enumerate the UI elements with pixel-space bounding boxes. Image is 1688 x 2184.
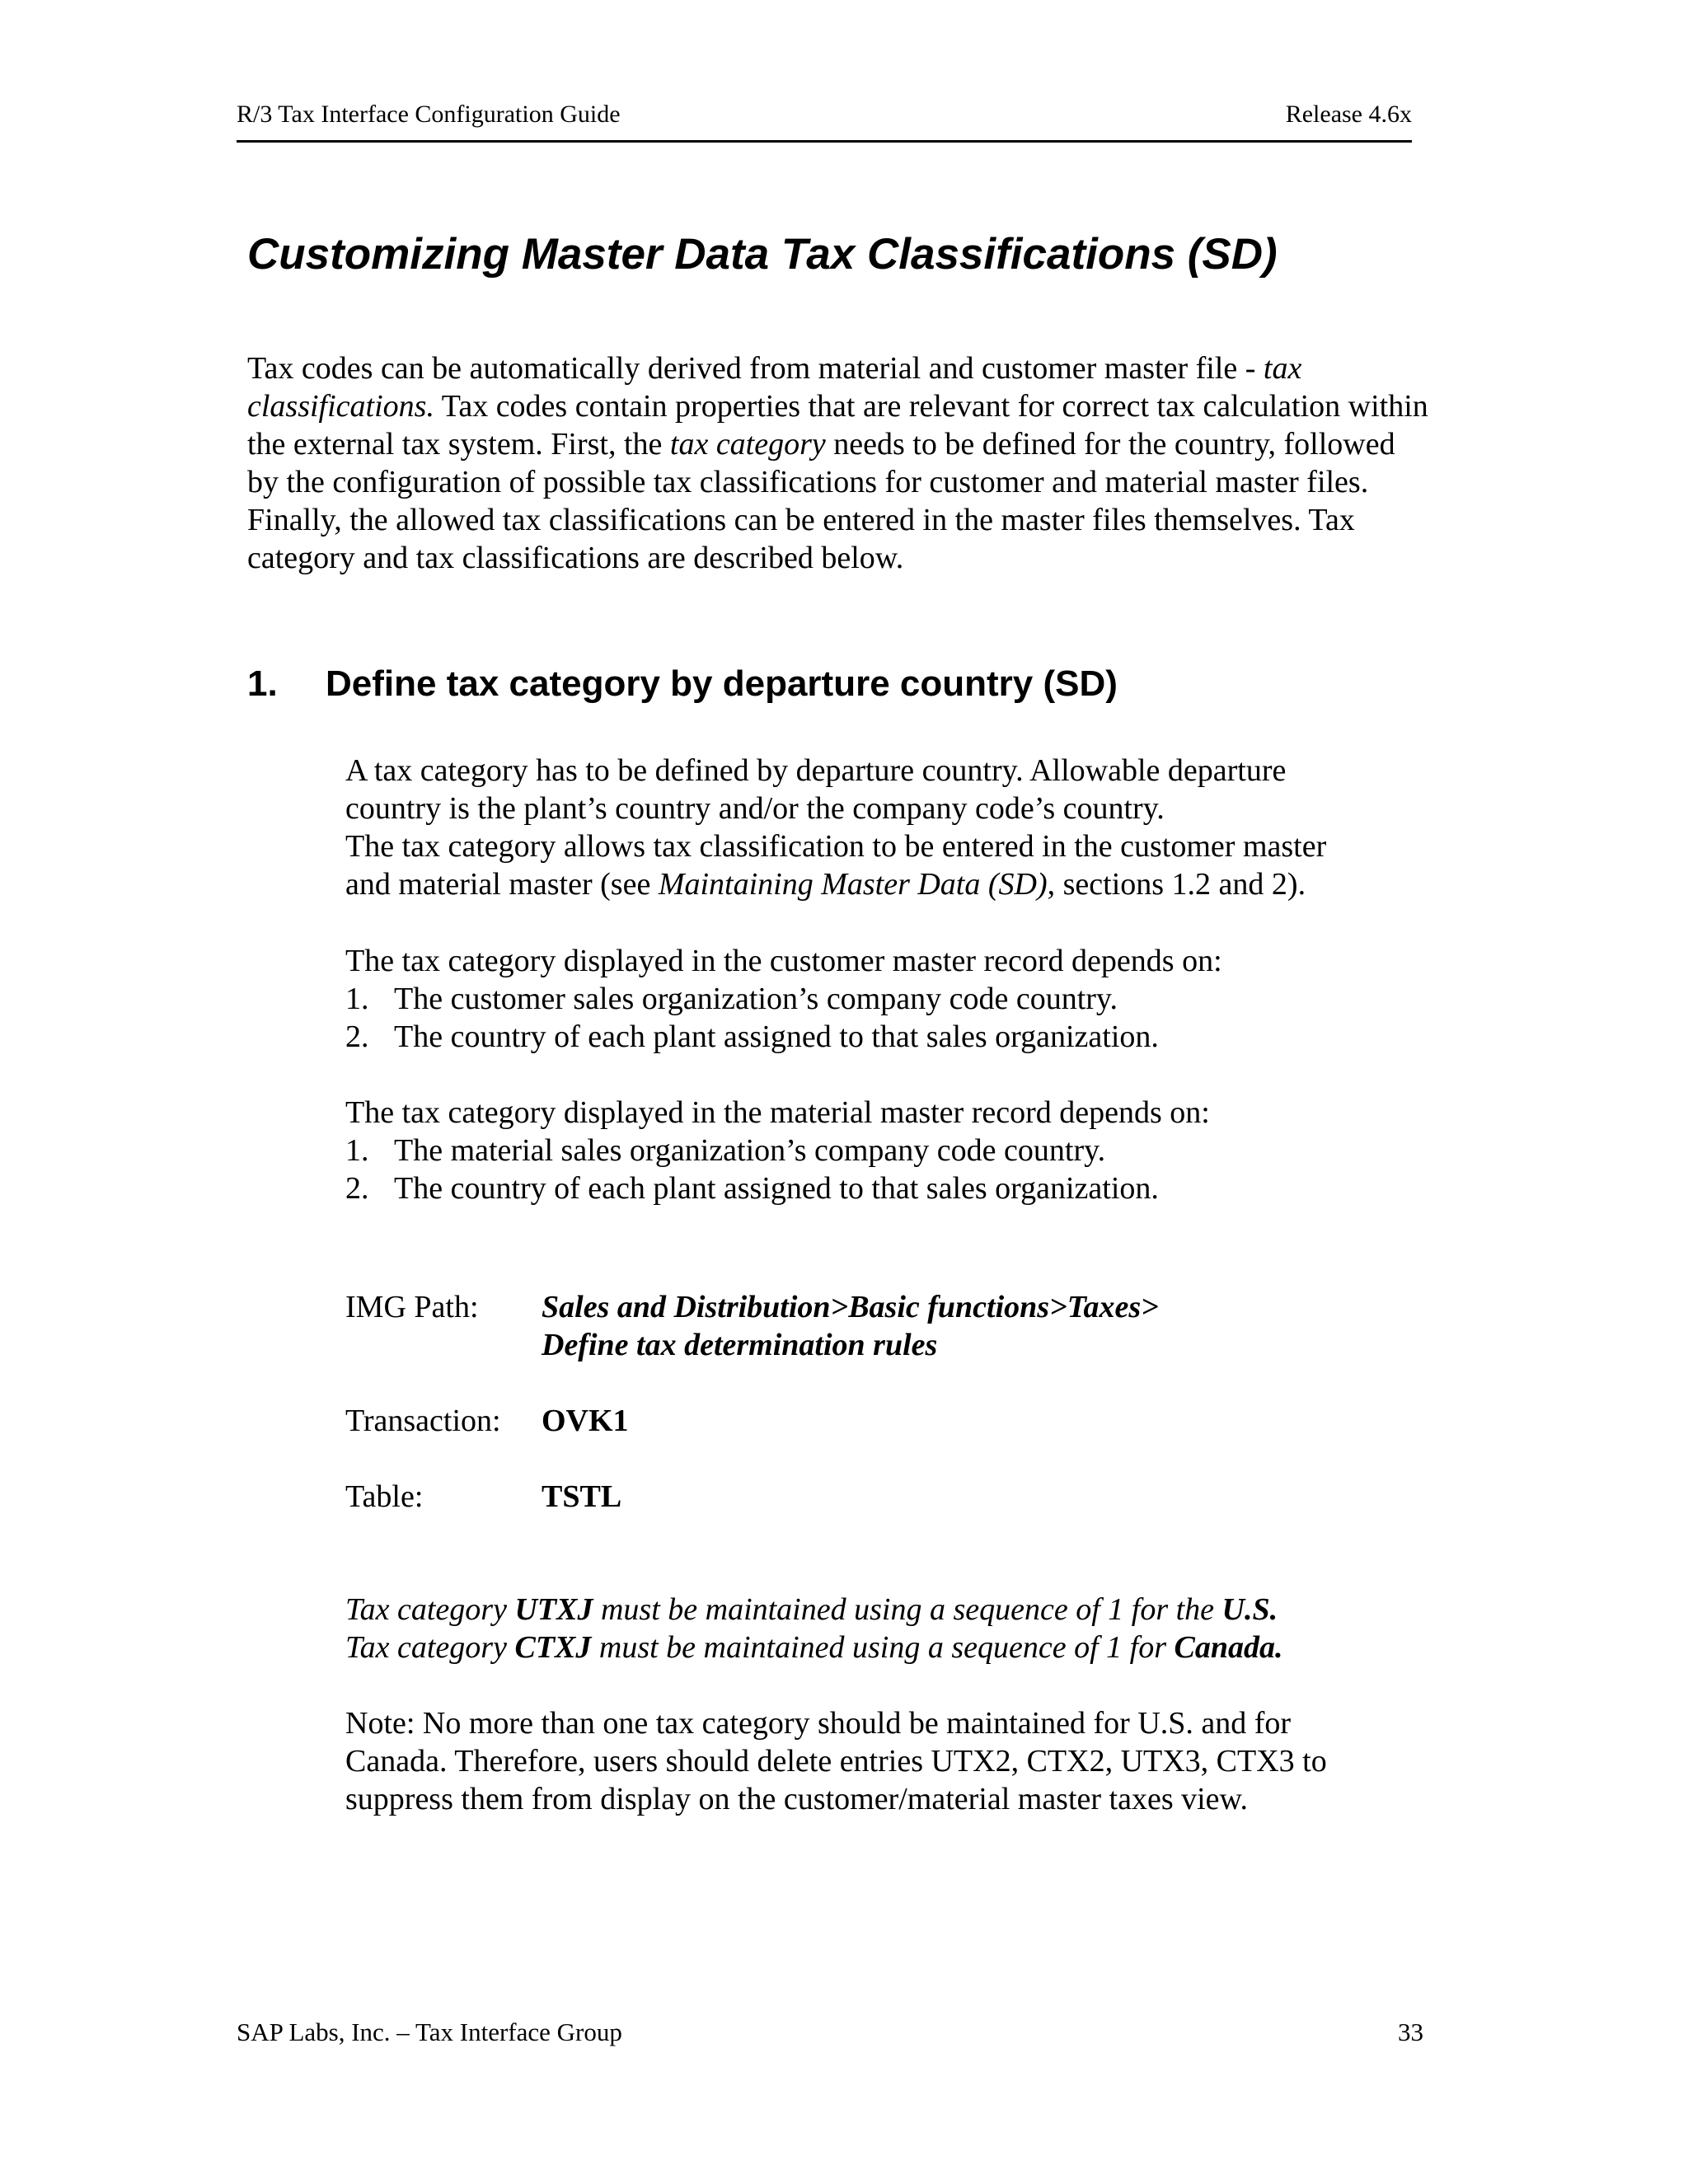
note-ctxj: Tax category CTXJ must be maintained using a sequence of 1 for Canada.	[345, 1630, 1283, 1665]
img-path-value: Sales and Distribution>Basic functions>Taxes> Define tax determination rules	[542, 1290, 1159, 1362]
intro-term-tax-classifications: tax classifications.	[247, 351, 1302, 424]
customer-master-dependencies	[345, 942, 1433, 1056]
section-heading	[247, 663, 1118, 705]
page-title: Customizing Master Data Tax Classifications (SD)	[247, 230, 1278, 279]
img-path-row	[345, 1288, 1433, 1364]
intro-text-1: Tax codes can be automatically derived from material and customer master file -	[247, 351, 1264, 386]
header-release: Release 4.6x	[1285, 101, 1412, 128]
intro-term-tax-category: tax category	[669, 427, 826, 462]
footer-company: SAP Labs, Inc. – Tax Interface Group	[237, 2018, 622, 2046]
intro-text-2: Tax codes contain properties that are relevant for correct tax calculation within the external tax system. First, the	[247, 389, 1428, 462]
note-paragraph	[345, 1704, 1433, 1818]
description-line: A tax category has to be defined by departure country. Allowable departure	[345, 753, 1287, 788]
material-master-dependencies	[345, 1094, 1433, 1207]
document-reference: Maintaining Master Data (SD)	[658, 867, 1048, 902]
note-line: suppress them from display on the customer/material master taxes view.	[345, 1782, 1249, 1816]
list-item: 1. The customer sales organization’s company code country.	[345, 982, 1118, 1016]
note-line: Canada. Therefore, users should delete entries UTX2, CTX2, UTX3, CTX3 to	[345, 1744, 1327, 1779]
transaction-row	[345, 1402, 1433, 1440]
description-line: country is the plant’s country and/or the company code’s country.	[345, 791, 1165, 826]
description-text: and material master (see	[345, 867, 659, 902]
img-path-label: IMG Path:	[345, 1290, 479, 1324]
table-label: Table:	[345, 1479, 424, 1514]
customer-intro: The tax category displayed in the customer master record depends on:	[345, 944, 1222, 978]
list-item: 2. The country of each plant assigned to that sales organization.	[345, 1019, 1159, 1054]
table-value: TSTL	[542, 1479, 622, 1514]
header-title: R/3 Tax Interface Configuration Guide	[237, 101, 621, 128]
description-text: , sections 1.2 and 2).	[1047, 867, 1306, 902]
note-line: Note: No more than one tax category should be maintained for U.S. and for	[345, 1706, 1292, 1741]
section-title: Define tax category by departure country (SD)	[326, 663, 1118, 704]
intro-paragraph	[247, 349, 1434, 577]
section-description	[345, 752, 1433, 903]
note-utxj: Tax category UTXJ must be maintained using a sequence of 1 for the U.S.	[345, 1592, 1278, 1627]
table-row	[345, 1478, 1433, 1516]
description-line	[345, 865, 1433, 903]
list-item: 1. The material sales organization’s company code country.	[345, 1133, 1106, 1168]
description-line: The tax category allows tax classification to be entered in the customer master	[345, 829, 1327, 864]
intro-text-3: needs to be defined for the country, followed by the configuration of possible tax classifications for customer and material master files. Finally, the allowed tax classifications can be entered in the master files themselves. Tax category and tax classifications are described below.	[247, 427, 1395, 575]
section-number: 1.	[247, 663, 278, 704]
tax-category-notes	[345, 1591, 1433, 1666]
page-number: 33	[1398, 2018, 1423, 2046]
material-intro: The tax category displayed in the material master record depends on:	[345, 1095, 1210, 1130]
transaction-label: Transaction:	[345, 1404, 501, 1438]
page-header	[237, 101, 1412, 143]
transaction-value: OVK1	[542, 1404, 629, 1438]
list-item: 2. The country of each plant assigned to that sales organization.	[345, 1171, 1159, 1206]
